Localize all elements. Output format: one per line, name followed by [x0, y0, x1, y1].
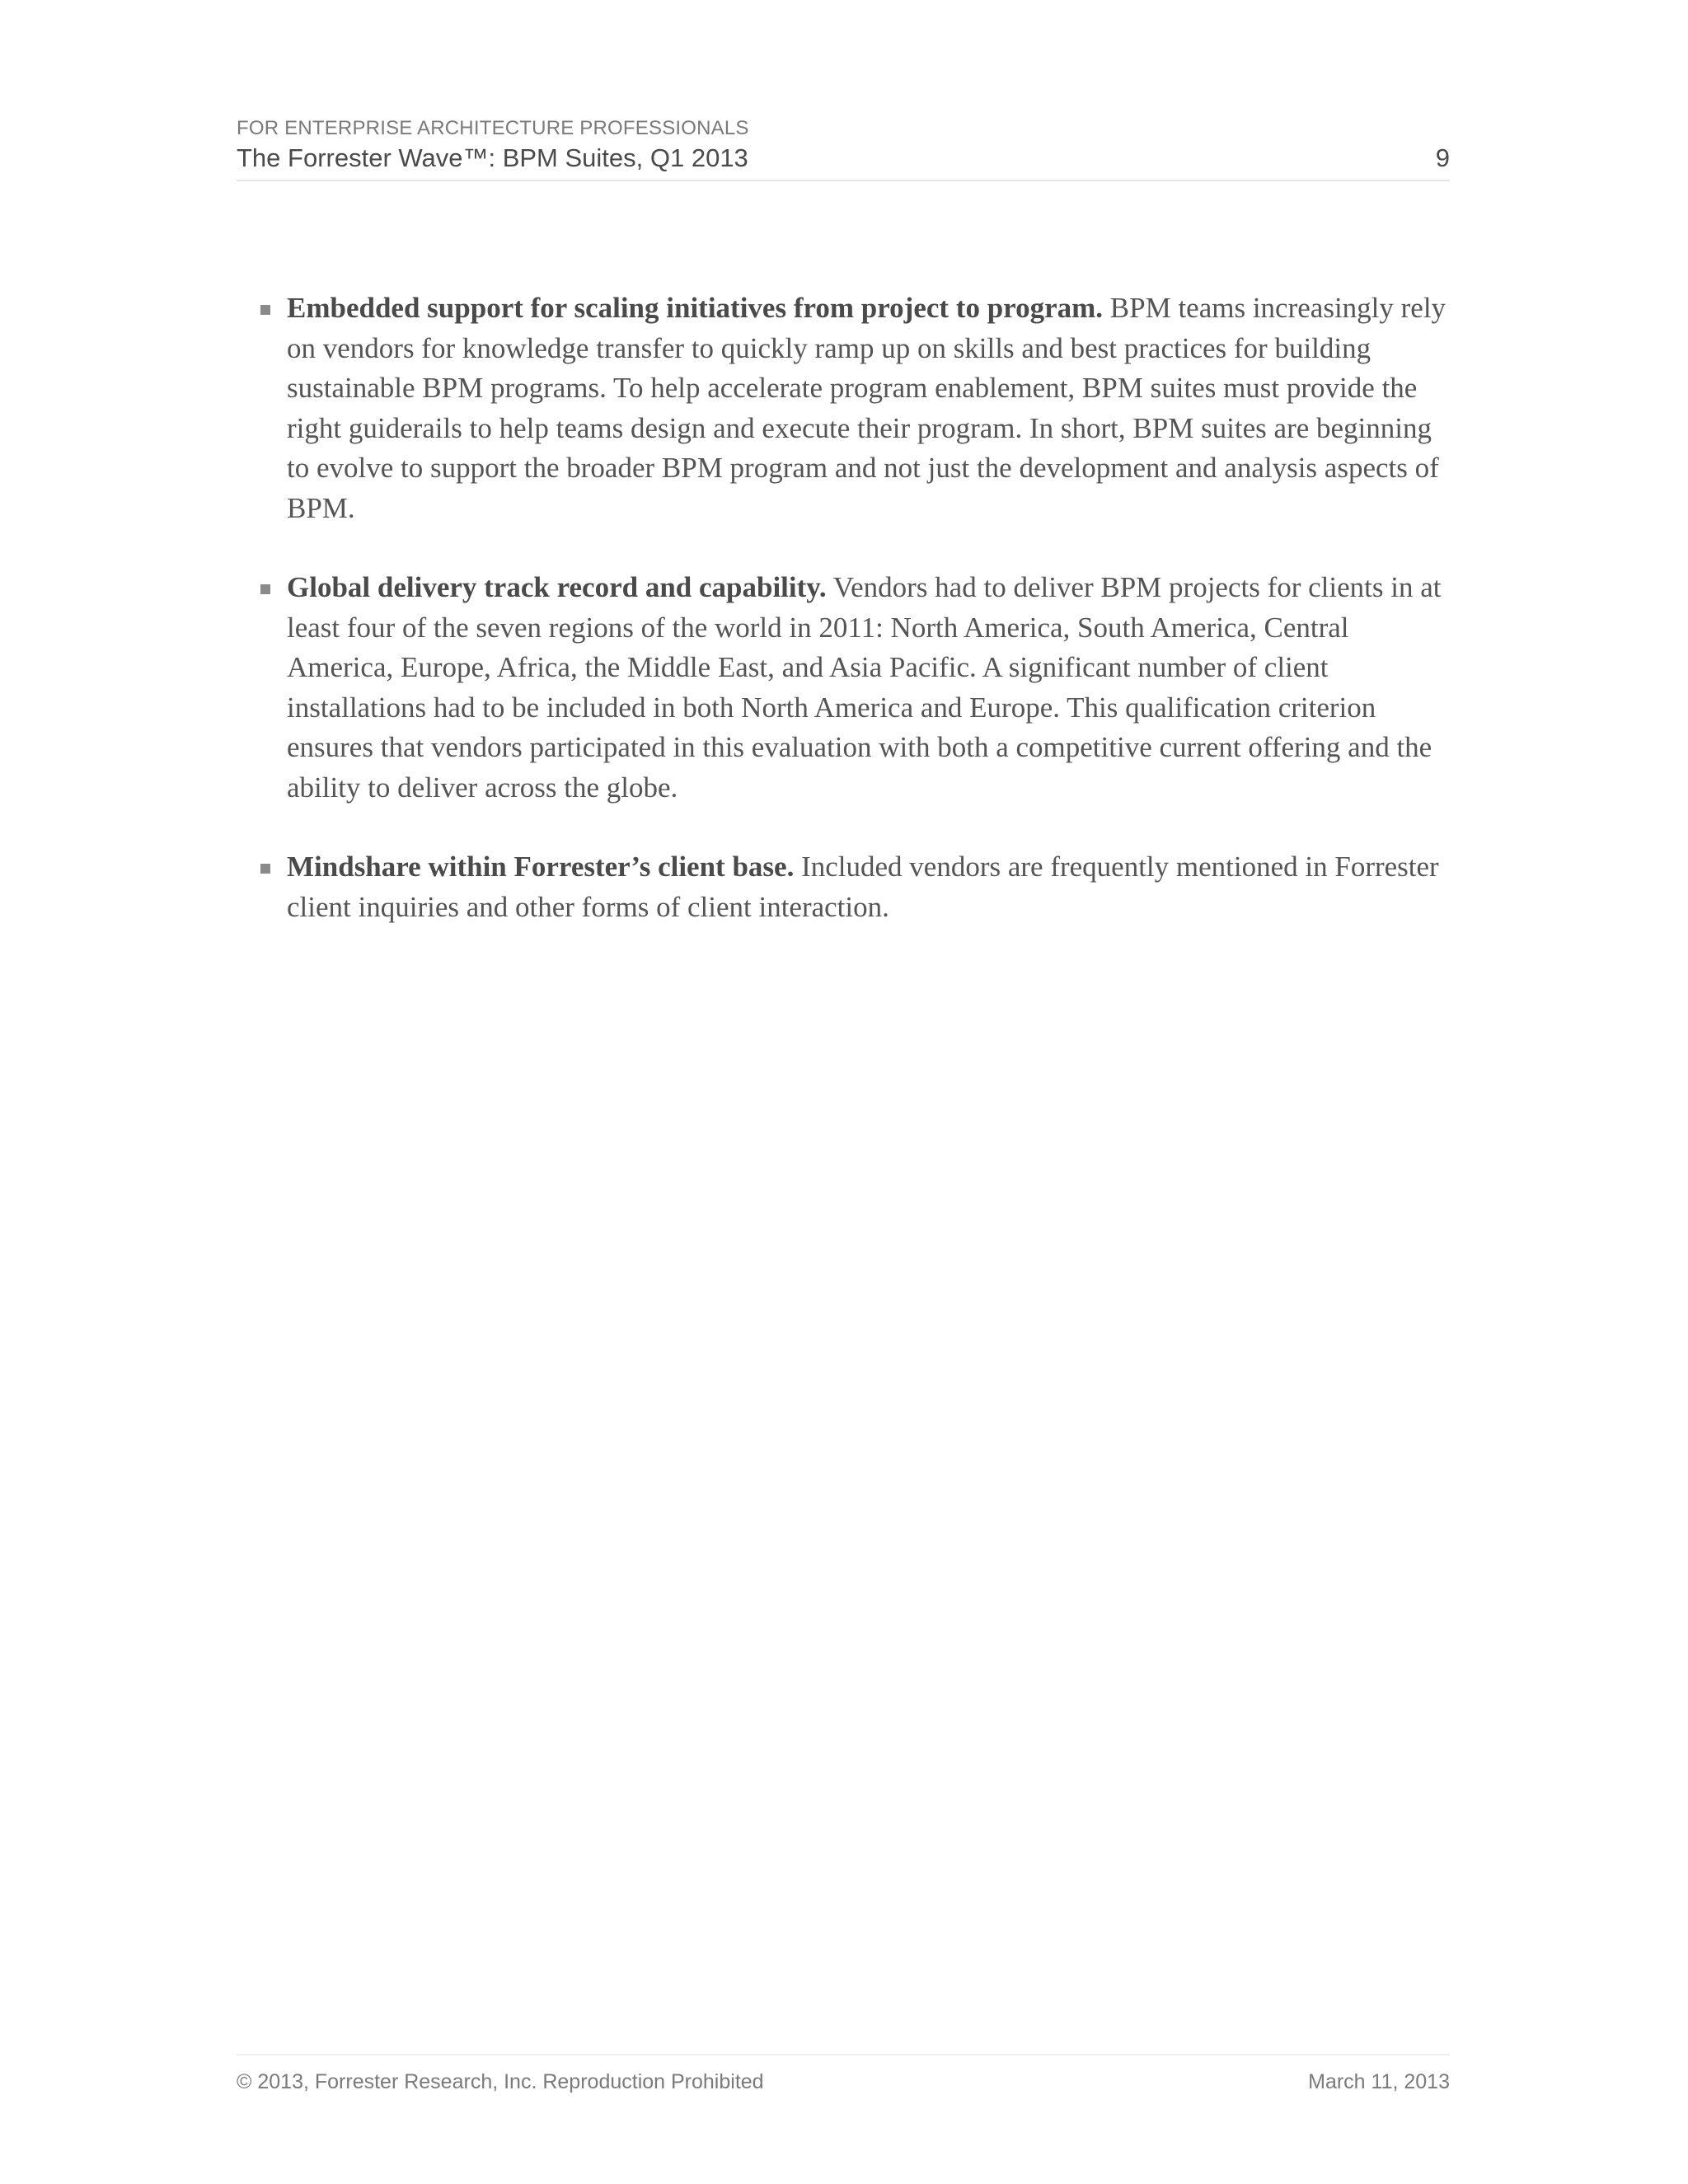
bullet-list	[260, 288, 1447, 967]
publication-date: March 11, 2013	[1308, 2070, 1450, 2093]
page-number: 9	[1435, 143, 1450, 172]
bullet-item	[260, 568, 1447, 808]
page-footer	[237, 2054, 1450, 2094]
square-bullet-icon	[260, 305, 270, 315]
copyright-notice: © 2013, Forrester Research, Inc. Reproduction Prohibited	[237, 2070, 764, 2093]
bullet-lead: Global delivery track record and capability.	[287, 571, 827, 603]
header-kicker: FOR ENTERPRISE ARCHITECTURE PROFESSIONALS	[237, 117, 749, 139]
header-row	[237, 142, 1450, 175]
bullet-body: Included vendors are frequently mentioned in Forrester client inquiries and other forms of client interaction.	[287, 851, 1439, 923]
square-bullet-icon	[260, 864, 270, 874]
square-bullet-icon	[260, 584, 270, 594]
bullet-lead: Embedded support for scaling initiatives from project to program.	[287, 292, 1104, 324]
bullet-item	[260, 288, 1447, 528]
page-header	[237, 115, 1450, 181]
bullet-body: Vendors had to deliver BPM projects for clients in at least four of the seven regions of the world in 2011: North America, South America, Central America, Europe, Africa, the Middle East, and Asia Pacific. A significant number of client installations had to be included in both North America and Europe. This qualification criterion ensures that vendors participated in this evaluation with both a competitive current offering and the ability to deliver across the globe.	[287, 571, 1442, 804]
bullet-lead: Mindshare within Forrester’s client base.	[287, 851, 795, 883]
bullet-body: BPM teams increasingly rely on vendors for knowledge transfer to quickly ramp up on skills and best practices for building sustainable BPM programs. To help accelerate program enablement, BPM suites must provide the right guiderails to help teams design and execute their program. In short, BPM suites are beginning to evolve to support the broader BPM program and not just the development and analysis aspects of BPM.	[287, 292, 1447, 524]
bullet-item	[260, 847, 1447, 927]
report-title: The Forrester Wave™: BPM Suites, Q1 2013	[237, 143, 748, 172]
